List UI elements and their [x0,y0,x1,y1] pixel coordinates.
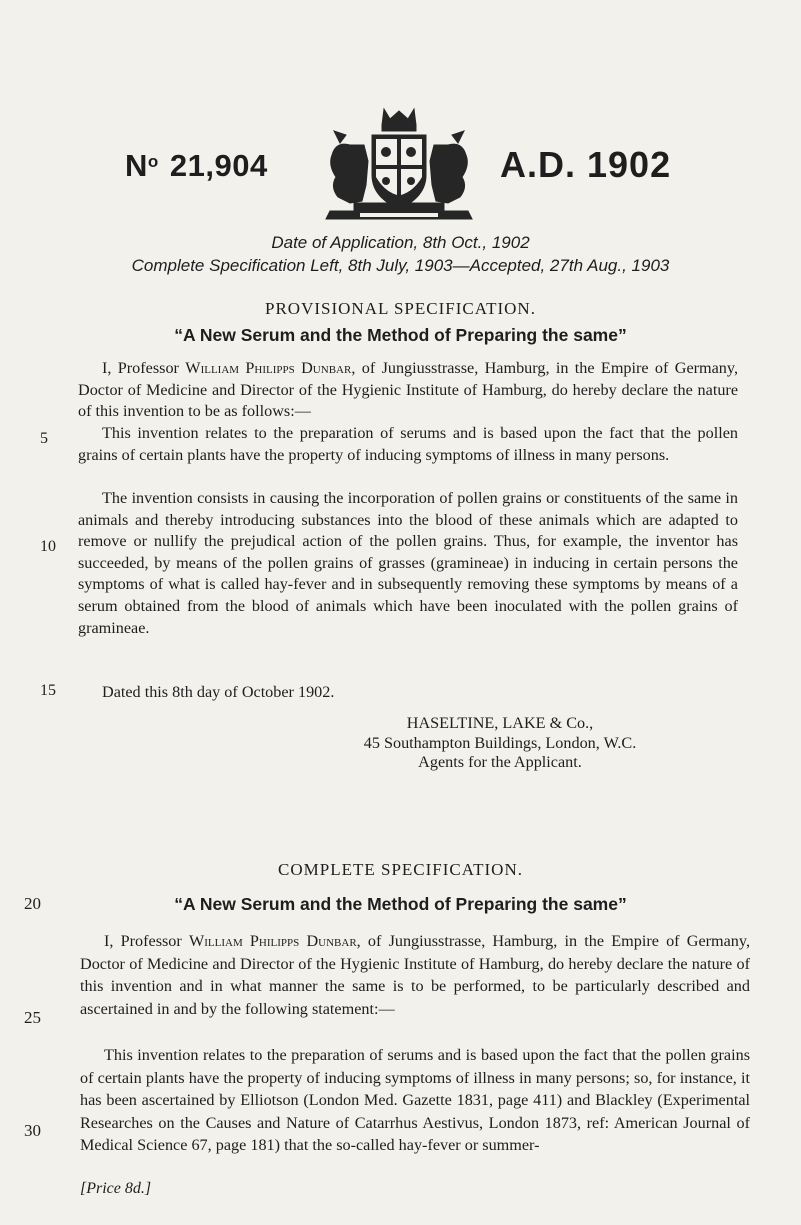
provisional-intro [78,358,738,423]
complete-intro [80,930,750,1020]
royal-coat-of-arms-icon [310,105,488,231]
dated-line: Dated this 8th day of October 1902. [102,683,335,701]
line-number: 30 [24,1121,41,1140]
provisional-paragraph-1: This invention relates to the preparation of serums and is based upon the fact that the pollen grains of certain plants have the property of inducing symptoms of illness in many persons. [78,424,738,464]
number-value: 21,904 [169,148,268,183]
application-date: Date of Application, 8th Oct., 1902 [271,233,530,252]
agent-address: 45 Southampton Buildings, London, W.C. [363,733,637,752]
agent-name: HASELTINE, LAKE & Co., [406,714,594,732]
inventor-name: William Philipps Dunbar [188,932,357,950]
provisional-title: “A New Serum and the Method of Preparing the same” [174,325,627,345]
inventor-name: William Philipps Dunbar [185,359,352,377]
number-prefix: N [125,148,148,183]
line-number: 25 [24,1008,41,1027]
provisional-heading: PROVISIONAL SPECIFICATION. [265,299,536,318]
line-number: 15 [40,682,56,699]
line-number: 20 [24,894,41,913]
patent-year: A.D. 1902 [500,144,672,185]
price: [Price 8d.] [80,1180,152,1197]
agent-block [355,714,645,773]
intro-prefix: I, Professor [102,359,186,377]
intro-prefix: I, Professor [104,932,189,950]
complete-paragraph-1: This invention relates to the preparation of serums and is based upon the fact that the pollen grains of certain plants have the property of inducing symptoms of illness in many persons; so, for instance, it has been ascertained by Elliotson (London Med. Gazette 1831, page 411) and Blackley (Experimental Researches on the Causes and Nature of Catarrhus Aestivus, London 1873, ref: American Journal of Medical Science 67, page 181) that the so-called hay-fever or summer- [80,1046,750,1154]
number-superscript: o [147,152,159,171]
agent-role: Agents for the Applicant. [418,753,582,771]
patent-number [125,148,268,184]
intro-text: , of Jungiusstrasse, Hamburg, in the Empire of Germany, Doctor of Medicine and Director of the Hygienic Institute of Hamburg, do hereby declare the nature of this invention and in what manner the same is to be performed, to be particularly described and ascertained in and by the following statement:— [80,932,750,1018]
intro-text: , of Jungiusstrasse, Hamburg, in the Empire of Germany, Doctor of Medicine and Director of the Hygienic Institute of Hamburg, do hereby declare the nature of this invention to be as follows:— [78,359,738,421]
provisional-paragraph-2: The invention consists in causing the incorporation of pollen grains or constituents of the same in animals and thereby introducing substances into the blood of these animals which are adapted to remove or nullify the prejudical action of the pollen grains. Thus, for example, the inventor has succeeded, by means of the pollen grains of grasses (gramineae) in inducing in certain persons the symptoms of what is called hay-fever and in subsequently removing these symptoms by means of a serum obtained from the blood of animals which have been inoculated with the pollen grains of gramineae. [78,489,738,637]
complete-specification-date: Complete Specification Left, 8th July, 1903—Accepted, 27th Aug., 1903 [131,256,670,275]
complete-heading: COMPLETE SPECIFICATION. [278,860,523,879]
line-number: 10 [40,538,56,555]
complete-title: “A New Serum and the Method of Preparing the same” [174,894,627,914]
line-number: 5 [40,430,48,447]
